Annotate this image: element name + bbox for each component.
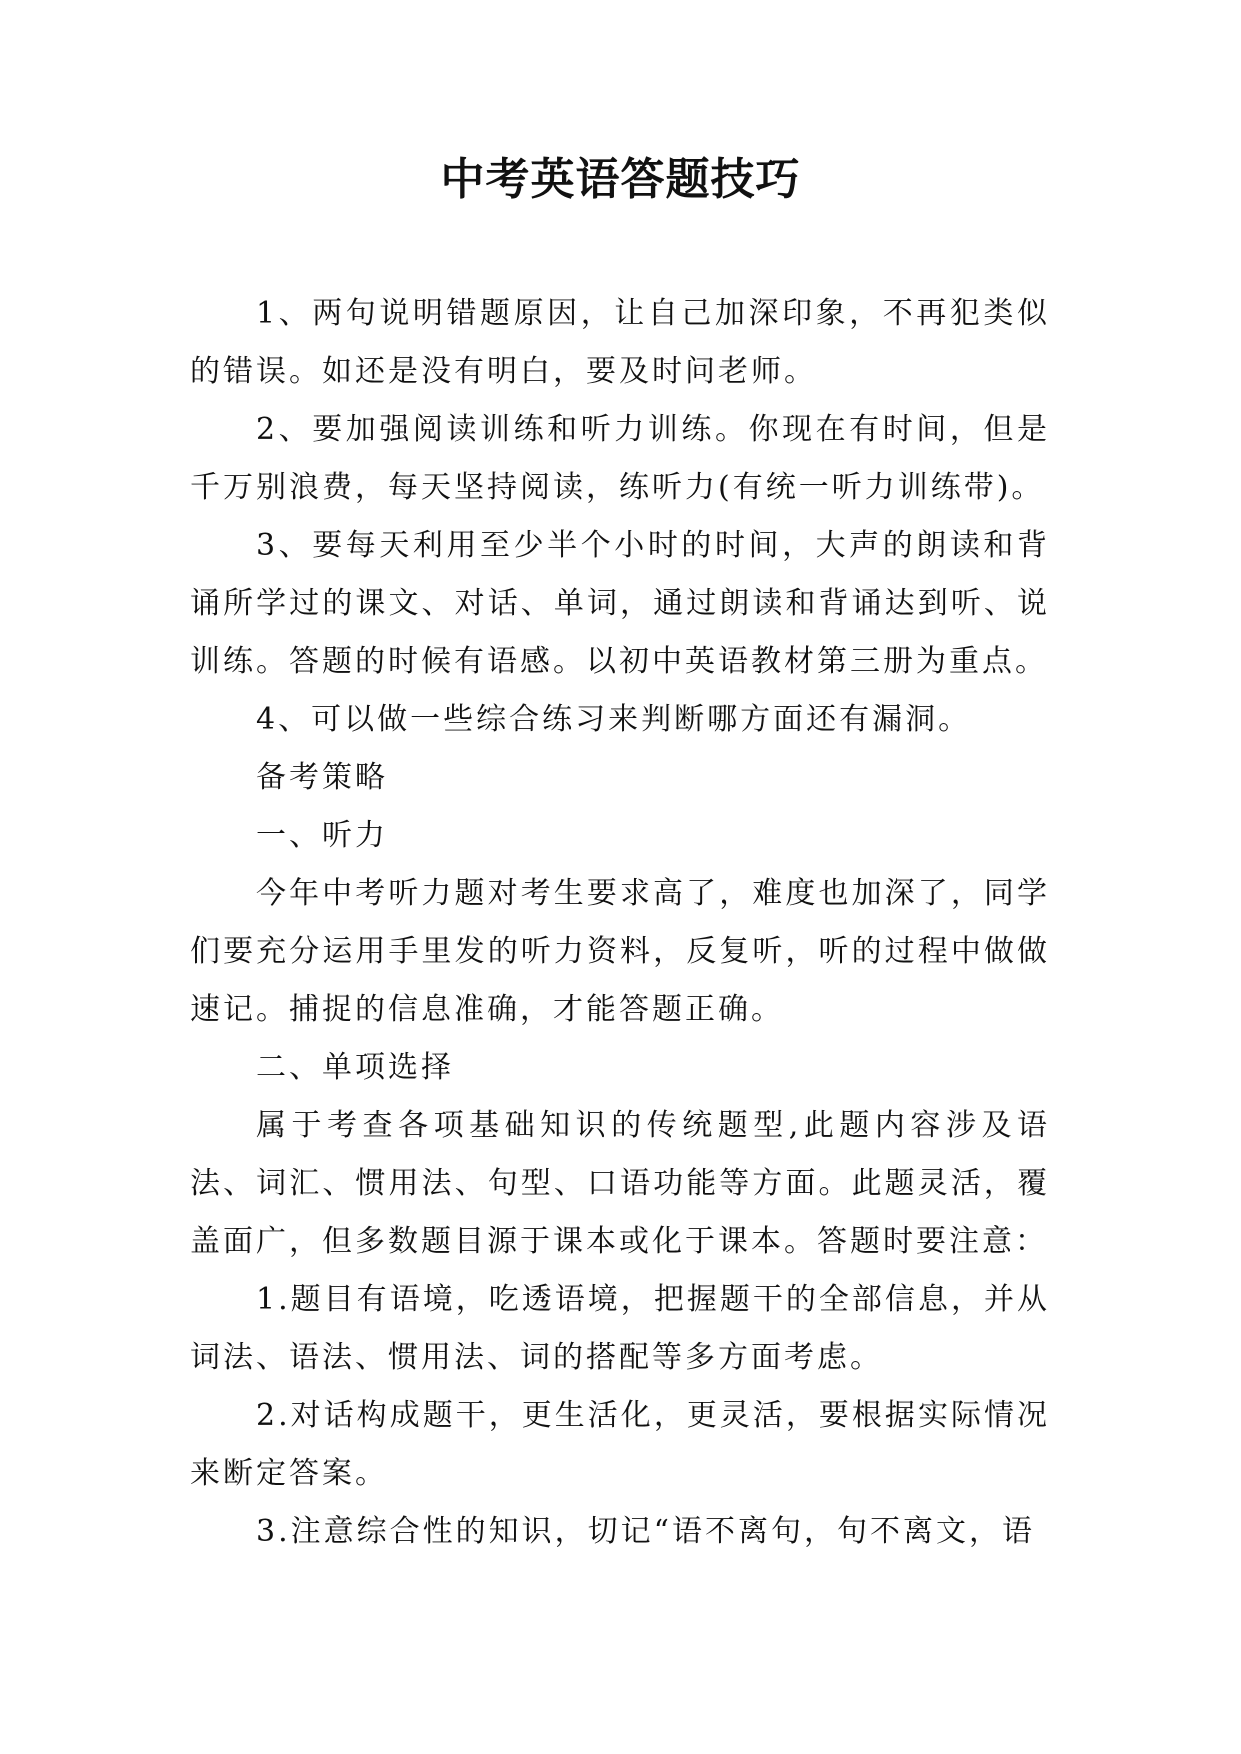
document-title: 中考英语答题技巧 xyxy=(440,154,801,205)
section-heading-multiple-choice: 二、单项选择 xyxy=(256,1050,454,1085)
paragraph-1: 1、两句说明错题原因，让自己加深印象，不再犯类似的错误。如还是没有明白，要及时问老师。 xyxy=(190,296,1050,389)
tip-1: 1.题目有语境，吃透语境，把握题干的全部信息，并从词法、语法、惯用法、词的搭配等多方面考虑。 xyxy=(190,1282,1050,1375)
paragraph-4: 4、可以做一些综合练习来判断哪方面还有漏洞。 xyxy=(256,702,972,737)
paragraph-3: 3、要每天利用至少半个小时的时间，大声的朗读和背诵所学过的课文、对话、单词，通过朗读和背诵达到听、说训练。答题的时候有语感。以初中英语教材第三册为重点。 xyxy=(190,528,1050,679)
section-heading-listening: 一、听力 xyxy=(256,818,388,853)
document-body xyxy=(190,285,1050,1561)
section-heading-strategy: 备考策略 xyxy=(256,760,388,795)
paragraph-listening: 今年中考听力题对考生要求高了，难度也加深了，同学们要充分运用手里发的听力资料，反复听，听的过程中做做速记。捕捉的信息准确，才能答题正确。 xyxy=(190,876,1050,1027)
paragraph-2: 2、要加强阅读训练和听力训练。你现在有时间，但是千万别浪费，每天坚持阅读，练听力(有统一听力训练带)。 xyxy=(190,412,1050,505)
tip-3: 3.注意综合性的知识，切记“语不离句，句不离文，语 xyxy=(256,1514,1035,1549)
tip-2: 2.对话构成题干，更生活化，更灵活，要根据实际情况来断定答案。 xyxy=(190,1398,1050,1491)
paragraph-multiple-choice: 属于考查各项基础知识的传统题型,此题内容涉及语法、词汇、惯用法、句型、口语功能等方面。此题灵活，覆盖面广，但多数题目源于课本或化于课本。答题时要注意： xyxy=(190,1108,1050,1259)
